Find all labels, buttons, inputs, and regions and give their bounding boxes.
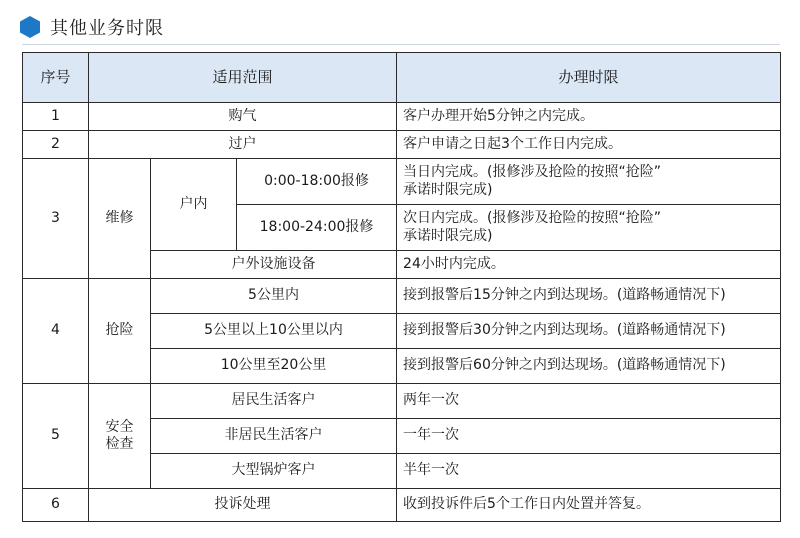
category-cell: 维修 (89, 158, 151, 278)
time-cell: 收到投诉件后5个工作日内处置并答复。 (397, 489, 781, 522)
category-line: 安全 (105, 418, 134, 435)
table-row (23, 489, 781, 522)
seq-cell: 4 (23, 279, 89, 384)
scope-cell: 10公里至20公里 (151, 349, 397, 384)
time-cell: 接到报警后60分钟之内到达现场。(道路畅通情况下) (397, 349, 781, 384)
indoor-cell: 户内 (151, 158, 237, 251)
header-row (23, 53, 781, 103)
time-cell: 半年一次 (397, 454, 781, 489)
time-line: 承诺时限完成) (403, 181, 493, 198)
title-divider (22, 44, 780, 45)
scope-cell: 过户 (89, 131, 397, 159)
page-title: 其他业务时限 (50, 18, 164, 39)
scope-cell: 5公里以上10公里以内 (151, 314, 397, 349)
period-cell: 0:00-18:00报修 (237, 158, 397, 204)
hexagon-icon (20, 16, 40, 38)
time-cell: 客户办理开始5分钟之内完成。 (397, 103, 781, 131)
time-cell: 接到报警后30分钟之内到达现场。(道路畅通情况下) (397, 314, 781, 349)
time-cell: 客户申请之日起3个工作日内完成。 (397, 131, 781, 159)
time-cell: 接到报警后15分钟之内到达现场。(道路畅通情况下) (397, 279, 781, 314)
scope-cell: 户外设施设备 (151, 251, 397, 279)
table-row (23, 103, 781, 131)
scope-cell: 购气 (89, 103, 397, 131)
table-row (23, 158, 781, 204)
time-cell (397, 205, 781, 251)
category-line: 检查 (105, 436, 134, 453)
seq-cell: 1 (23, 103, 89, 131)
seq-cell: 6 (23, 489, 89, 522)
title-bar (20, 10, 164, 44)
header-time: 办理时限 (397, 53, 781, 103)
seq-cell: 2 (23, 131, 89, 159)
table-row (23, 279, 781, 314)
time-cell (397, 158, 781, 204)
time-cell: 一年一次 (397, 419, 781, 454)
table-row (23, 131, 781, 159)
time-line: 当日内完成。(报修涉及抢险的按照“抢险” (403, 164, 661, 181)
time-line: 次日内完成。(报修涉及抢险的按照“抢险” (403, 210, 661, 227)
scope-cell: 非居民生活客户 (151, 419, 397, 454)
category-cell (89, 384, 151, 489)
period-cell: 18:00-24:00报修 (237, 205, 397, 251)
header-scope: 适用范围 (89, 53, 397, 103)
time-cell: 24小时内完成。 (397, 251, 781, 279)
header-seq: 序号 (23, 53, 89, 103)
scope-cell: 投诉处理 (89, 489, 397, 522)
time-line: 承诺时限完成) (403, 227, 493, 244)
category-cell: 抢险 (89, 279, 151, 384)
scope-cell: 居民生活客户 (151, 384, 397, 419)
table-row (23, 384, 781, 419)
business-time-limits-table (22, 52, 781, 522)
time-cell: 两年一次 (397, 384, 781, 419)
seq-cell: 5 (23, 384, 89, 489)
seq-cell: 3 (23, 158, 89, 278)
scope-cell: 5公里内 (151, 279, 397, 314)
scope-cell: 大型锅炉客户 (151, 454, 397, 489)
